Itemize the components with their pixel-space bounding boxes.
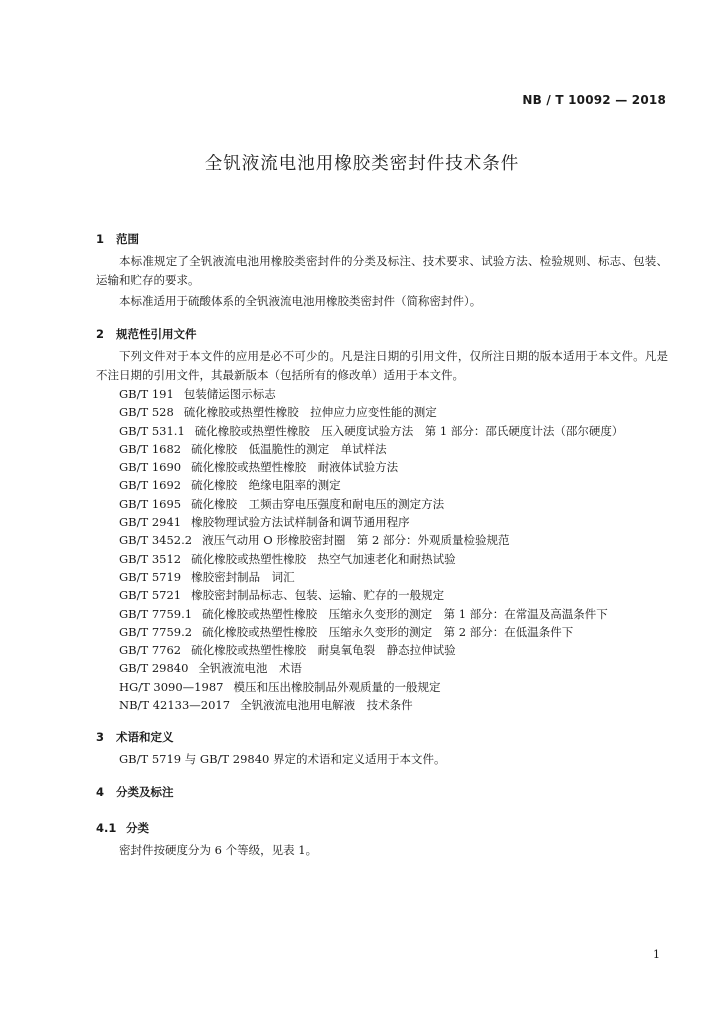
section-4-heading — [96, 781, 668, 803]
reference-title: 液压气动用 O 形橡胶密封圈 第 2 部分：外观质量检验规范 — [202, 533, 510, 548]
reference-code: GB/T 2941 — [119, 515, 182, 530]
reference-code: GB/T 3452.2 — [119, 533, 193, 548]
reference-item — [96, 385, 668, 403]
subsection-title: 分类 — [126, 821, 149, 836]
reference-code: GB/T 531.1 — [119, 423, 185, 438]
paragraph: 密封件按硬度分为 6 个等级，见表 1。 — [119, 843, 318, 858]
reference-title: 硫化橡胶或热塑性橡胶 耐臭氧龟裂 静态拉伸试验 — [191, 643, 456, 658]
reference-item — [96, 623, 668, 641]
reference-code: NB/T 42133—2017 — [119, 698, 231, 713]
paragraph: 本标准规定了全钒液流电池用橡胶类密封件的分类及标注、技术要求、试验方法、检验规则、标志、包装、运输和贮存的要求。 — [96, 254, 668, 287]
reference-code: HG/T 3090—1987 — [119, 679, 224, 694]
reference-title: 硫化橡胶 绝缘电阻率的测定 — [191, 478, 341, 493]
reference-code: GB/T 1692 — [119, 478, 182, 493]
reference-title: 硫化橡胶或热塑性橡胶 压缩永久变形的测定 第 2 部分：在低温条件下 — [202, 624, 574, 639]
reference-title: 硫化橡胶或热塑性橡胶 压缩永久变形的测定 第 1 部分：在常温及高温条件下 — [202, 606, 608, 621]
reference-item — [96, 476, 668, 494]
document-body — [96, 222, 668, 860]
reference-code: GB/T 3512 — [119, 551, 182, 566]
section-title: 术语和定义 — [116, 730, 174, 745]
reference-item — [96, 531, 668, 549]
subsection-number: 4.1 — [96, 821, 117, 836]
reference-code: GB/T 528 — [119, 405, 174, 420]
section-3-heading — [96, 726, 668, 748]
paragraph: 下列文件对于本文件的应用是必不可少的。凡是注日期的引用文件，仅所注日期的版本适用于本文件。凡是不注日期的引用文件，其最新版本（包括所有的修改单）适用于本文件。 — [96, 349, 668, 382]
reference-title: 包装储运图示标志 — [183, 387, 276, 401]
reference-code: GB/T 191 — [119, 387, 174, 401]
reference-code: GB/T 5721 — [119, 588, 182, 603]
page-number: 1 — [653, 948, 660, 961]
section-number: 4 — [96, 785, 105, 800]
reference-code: GB/T 1682 — [119, 441, 182, 456]
section-2-heading — [96, 323, 668, 345]
reference-item — [96, 495, 668, 513]
reference-title: 硫化橡胶或热塑性橡胶 耐液体试验方法 — [191, 460, 399, 475]
section-number: 2 — [96, 327, 105, 341]
normative-reference-list — [96, 385, 668, 714]
reference-item — [96, 605, 668, 623]
reference-code: GB/T 1695 — [119, 496, 182, 511]
section-number: 1 — [96, 232, 105, 246]
reference-title: 橡胶密封制品 词汇 — [191, 569, 295, 584]
reference-item — [96, 550, 668, 568]
reference-title: 全钒液流电池 术语 — [198, 661, 302, 676]
reference-title: 全钒液流电池用电解液 技术条件 — [240, 698, 413, 713]
reference-item — [96, 678, 668, 696]
reference-title: 模压和压出橡胶制品外观质量的一般规定 — [233, 679, 441, 694]
section-title: 范围 — [116, 232, 139, 246]
reference-item — [96, 659, 668, 677]
reference-code: GB/T 7759.2 — [119, 624, 193, 639]
reference-title: 硫化橡胶或热塑性橡胶 拉伸应力应变性能的测定 — [183, 405, 437, 420]
standard-code: NB / T 10092 — 2018 — [522, 93, 666, 107]
reference-code: GB/T 1690 — [119, 460, 182, 475]
reference-item — [96, 422, 668, 440]
section-title: 分类及标注 — [116, 785, 174, 800]
subsection-4-1-heading — [96, 817, 668, 839]
reference-title: 硫化橡胶或热塑性橡胶 热空气加速老化和耐热试验 — [191, 551, 456, 566]
reference-item — [96, 513, 668, 531]
reference-title: 橡胶物理试验方法试样制备和调节通用程序 — [191, 515, 410, 530]
reference-code: GB/T 7762 — [119, 643, 182, 658]
reference-item — [96, 586, 668, 604]
reference-code: GB/T 7759.1 — [119, 606, 193, 621]
reference-item — [96, 403, 668, 421]
reference-title: 硫化橡胶 低温脆性的测定 单试样法 — [191, 441, 387, 456]
paragraph: 本标准适用于硫酸体系的全钒液流电池用橡胶类密封件（简称密封件）。 — [119, 294, 482, 308]
section-1-heading — [96, 228, 668, 250]
reference-item — [96, 440, 668, 458]
reference-item — [96, 568, 668, 586]
paragraph: GB/T 5719 与 GB/T 29840 界定的术语和定义适用于本文件。 — [119, 752, 446, 767]
reference-title: 橡胶密封制品标志、包装、运输、贮存的一般规定 — [191, 588, 445, 603]
reference-item — [96, 641, 668, 659]
reference-code: GB/T 5719 — [119, 569, 182, 584]
reference-item — [96, 696, 668, 714]
reference-code: GB/T 29840 — [119, 661, 189, 676]
reference-title: 硫化橡胶 工频击穿电压强度和耐电压的测定方法 — [191, 496, 445, 511]
section-title: 规范性引用文件 — [116, 327, 197, 341]
reference-item — [96, 458, 668, 476]
reference-title: 硫化橡胶或热塑性橡胶 压入硬度试验方法 第 1 部分：邵氏硬度计法（邵尔硬度） — [194, 423, 624, 438]
document-title: 全钒液流电池用橡胶类密封件技术条件 — [204, 154, 520, 174]
section-number: 3 — [96, 730, 105, 745]
